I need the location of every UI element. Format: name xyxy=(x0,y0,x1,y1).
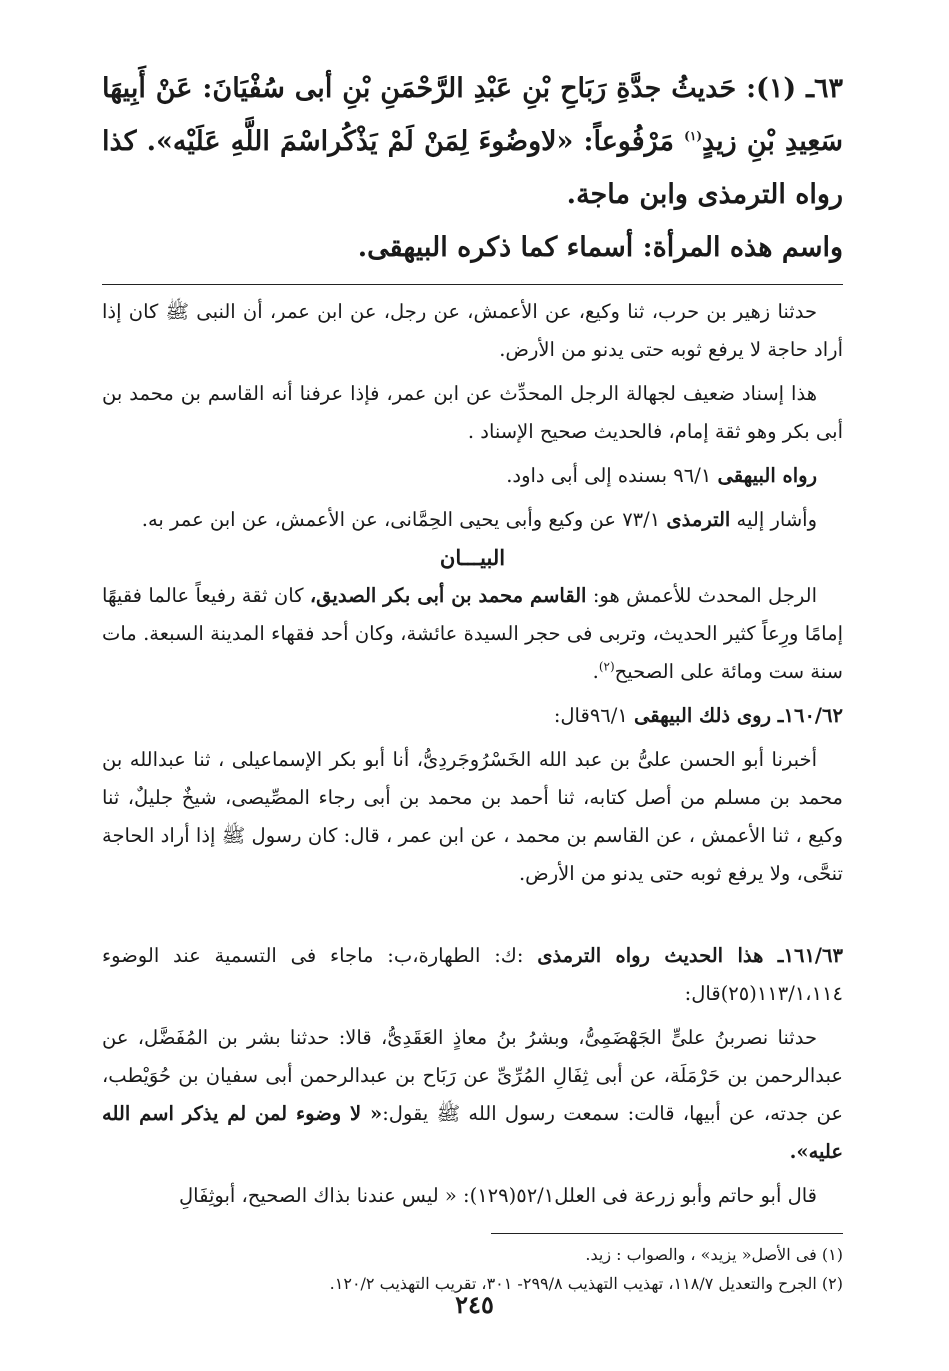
section-spacer xyxy=(102,893,843,937)
main-hadith-tail: واسم هذه المرأة: أسماء كما ذكره البيهقى. xyxy=(357,232,843,263)
paragraph-hadith-161-text xyxy=(102,1019,843,1171)
footnote-1: (١) فى الأصل« يزيد» ، والصواب : زيد. xyxy=(585,1245,843,1264)
hadith-161-matn: « لا وضوء لمن لم يذكر اسم الله عليه». xyxy=(102,1102,843,1163)
page-number: ٢٤٥ xyxy=(455,1290,494,1319)
hadith-161-ref: :ك: الطهارة،ب: ماجاء فى التسمية عند الوضوء ١١٣/١،١١٤(٢٥)قال: xyxy=(102,944,843,1005)
footnote-marker-1: (١) xyxy=(684,129,702,143)
main-hadith-text: ٦٣ـ (١): حَديثُ جدَّةِ رَبَاحِ بْنِ عَبْدِ الرَّحْمَنِ بْنِ أبى سُفْيَانَ: عَنْ أَبِيهَا سَعِيدِ بْنِ زيدٍ xyxy=(102,73,844,157)
hadith-160-ref: ٩٦/١قال: xyxy=(553,704,635,727)
bayhaqi-label: رواه البيهقى xyxy=(717,464,817,487)
bio-text: كان ثقة رفيعاً عالما فقيهًا إمامًا ورِعاً كثير الحديث، وتربى فى حجر السيدة عائشة، وكان أحد فقهاء المدينة السبعة. مات سنة ست ومائة على الصحيح xyxy=(102,584,843,683)
top-divider xyxy=(102,284,843,285)
paragraph-hadith-160-text: أخبرنا أبو الحسن علىُّ بن عبد الله الخَسْرُوجَردِىُّ، أنا أبو بكر الإسماعيلى ، ثنا عبدالله بن محمد بن مسلم من أصل كتابه، ثنا أحمد بن محمد بن أبى رجاء المصِّيصى، شيخٌ جليلٌ، ثنا وكيع ، ثنا الأعمش ، عن القاسم بن محمد ، عن ابن عمر ، قال: كان رسول ﷺ إذا أراد الحاجة تنحَّى، ولا يرفع ثوبه حتى يدنو من الأرض. xyxy=(102,748,843,885)
footnote-marker-2: (٢) xyxy=(598,659,615,674)
hadith-161-isnad: حدثنا نصربنُ علىٍّ الجَهْضَمِىُّ، وبشرُ بنُ معاذٍ العَقَدِىُّ، قالا: حدثنا بشر بن المُفَضَّل، عن عبدالرحمن بن حَرْمَلَة، عن أبى ثِفَالِ المُرِّىِّ عن رَبَاح بن عبدالرحمن أبى سفيان بن حُوَيْطب، عن جدته، عن أبيها، قالت: سمعت رسول الله ﷺ يقول: xyxy=(102,1026,843,1125)
tirmidhi-label: الترمذى xyxy=(666,508,731,531)
paragraph-grading: هذا إسناد ضعيف لجهالة الرجل المحدِّث عن ابن عمر، فإذا عرفنا أنه القاسم بن محمد بن أبى بكر وهو ثقة إمام، فالحديث صحيح الإسناد . xyxy=(102,382,843,443)
paragraph-tirmidhi-ref xyxy=(102,501,843,539)
paragraph-narrator-bio xyxy=(102,577,843,691)
narrator-name: القاسم محمد بن أبى بكر الصديق، xyxy=(309,584,587,607)
tirmidhi-ref-text: ٧٣/١ عن وكيع وأبى يحيى الحِمَّانى، عن الأعمش، عن ابن عمر به. xyxy=(141,508,667,531)
footnote-divider xyxy=(491,1233,843,1234)
main-hadith xyxy=(102,62,843,221)
bayhaqi-ref-text: ٩٦/١ بسنده إلى أبى داود. xyxy=(506,464,718,487)
paragraph-hadith-160 xyxy=(102,697,843,735)
bio-intro: الرجل المحدث للأعمش هو: xyxy=(586,584,817,607)
paragraph-isnad: حدثنا زهير بن حرب، ثنا وكيع، عن الأعمش، عن رجل، عن ابن عمر، أن النبى ﷺ كان إذا أراد حاجة لا يرفع ثوبه حتى يدنو من الأرض. xyxy=(102,300,843,361)
paragraph-hadith-161 xyxy=(102,937,843,1013)
paragraph-bayhaqi-ref xyxy=(102,457,843,495)
tirmidhi-ref-intro: وأشار إليه xyxy=(730,508,817,531)
bio-end: . xyxy=(592,660,599,683)
main-hadith-text-2: مَرْفُوعاً: «لاوضُوءَ لِمَنْ لَمْ يَذْكُراسْمَ اللَّهِ عَلَيْه». كذا رواه الترمذى وابن ماجة. xyxy=(102,126,843,210)
footnote-2: (٢) الجرح والتعديل ١١٨/٧، تهذيب التهذيب ٢٩٩/٨- ٣٠١، تقريب التهذيب ١٢٠/٢. xyxy=(329,1274,843,1293)
hadith-160-label: ١٦٠/٦٢ـ روى ذلك البيهقى xyxy=(634,704,843,727)
paragraph-ilal: قال أبو حاتم وأبو زرعة فى العلل٥٢/١(١٢٩): « ليس عندنا بذاك الصحيح، أبوثِفَالِ xyxy=(178,1184,817,1207)
section-heading-bayan: البيـــان xyxy=(439,545,506,570)
hadith-161-label: ١٦١/٦٣ـ هذا الحديث رواه الترمذى xyxy=(537,944,843,967)
